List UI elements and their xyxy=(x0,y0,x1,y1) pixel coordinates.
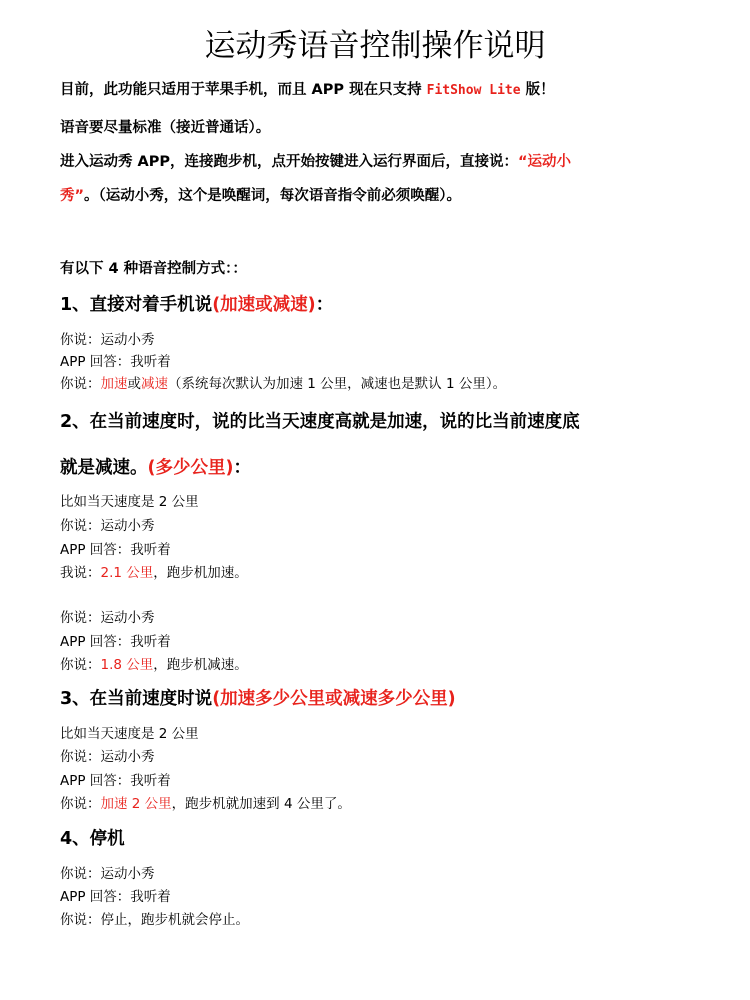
speed-up-2km-command: 加速 2 公里 xyxy=(100,796,172,812)
speed-up-command: 加速 xyxy=(100,376,128,392)
section-2-heading-highlight: (多少公里) xyxy=(147,458,234,478)
intro-line-1-text: 目前，此功能只适用于苹果手机，而且 APP 现在只支持 xyxy=(60,82,427,98)
app-name: FitShow Lite xyxy=(426,83,521,98)
section-4-line-1: 你说：运动小秀 xyxy=(60,866,155,882)
intro-line-2: 语音要尽量标准（接近普通话）。 xyxy=(60,120,271,136)
section-1-heading-text: 1、直接对着手机说 xyxy=(60,295,213,315)
intro-line-1-end: 版！ xyxy=(520,82,555,98)
section-1-line-3-or: 或 xyxy=(127,376,141,392)
speed-value-1-8: 1.8 公里 xyxy=(100,657,154,673)
section-3-line-4-result: ，跑步机就加速到 4 公里了。 xyxy=(171,796,351,812)
section-2-example-2-prefix: 你说： xyxy=(60,657,101,673)
section-4-line-2: APP 回答：我听着 xyxy=(60,889,171,905)
modes-intro: 有以下 4 种语音控制方式：： xyxy=(60,261,247,277)
section-1-line-2: APP 回答：我听着 xyxy=(60,354,171,370)
section-1-line-3 xyxy=(60,374,506,394)
section-2-example-2-line-2: APP 回答：我听着 xyxy=(60,634,171,650)
intro-line-3 xyxy=(60,151,571,173)
section-1-heading-highlight: (加速或减速) xyxy=(212,295,316,315)
section-2-example-1-line-4 xyxy=(60,563,248,583)
section-3-heading xyxy=(60,686,456,712)
section-3-line-2: 你说：运动小秀 xyxy=(60,749,155,765)
wake-word-end: 秀” xyxy=(60,188,85,204)
speed-value-2-1: 2.1 公里 xyxy=(100,565,154,581)
section-1-line-3-prefix: 你说： xyxy=(60,376,101,392)
section-2-example-2-result: ，跑步机减速。 xyxy=(153,657,248,673)
section-2-heading-text: 就是减速。 xyxy=(60,458,148,478)
section-2-example-1-line-3: APP 回答：我听着 xyxy=(60,542,171,558)
section-3-line-4 xyxy=(60,794,351,814)
section-3-line-4-prefix: 你说： xyxy=(60,796,101,812)
section-3-line-3: APP 回答：我听着 xyxy=(60,773,171,789)
section-2-example-1-result: ，跑步机加速。 xyxy=(153,565,248,581)
section-1-line-3-note: （系统每次默认为加速 1 公里，减速也是默认 1 公里）。 xyxy=(168,376,507,392)
section-2-heading-end: ： xyxy=(233,458,251,478)
section-3-heading-highlight: (加速多少公里或减速多少公里) xyxy=(212,689,456,709)
intro-line-4 xyxy=(60,185,461,207)
section-2-example-2-line-1: 你说：运动小秀 xyxy=(60,610,155,626)
intro-line-1 xyxy=(60,79,555,102)
section-2-example-1-line-2: 你说：运动小秀 xyxy=(60,518,155,534)
section-4-heading: 4、停机 xyxy=(60,829,125,849)
slow-down-command: 减速 xyxy=(141,376,168,392)
section-3-line-1: 比如当天速度是 2 公里 xyxy=(60,726,199,742)
section-1-line-1: 你说：运动小秀 xyxy=(60,332,155,348)
intro-line-3-text: 进入运动秀 APP，连接跑步机，点开始按键进入运行界面后，直接说： xyxy=(60,154,519,170)
page-title: 运动秀语音控制操作说明 xyxy=(204,28,546,64)
wake-word-start: “运动小 xyxy=(518,154,572,170)
section-2-example-2-line-3 xyxy=(60,655,248,675)
section-3-heading-text: 3、在当前速度时说 xyxy=(60,689,213,709)
intro-line-4-text: 。（运动小秀，这个是唤醒词，每次语音指令前必须唤醒）。 xyxy=(84,188,462,204)
section-1-heading xyxy=(60,292,333,318)
section-2-heading-line-1: 2、在当前速度时，说的比当天速度高就是加速，说的比当前速度底 xyxy=(60,412,580,432)
section-2-example-1-prefix: 我说： xyxy=(60,565,101,581)
section-1-heading-end: ： xyxy=(315,295,334,315)
section-2-example-1-line-1: 比如当天速度是 2 公里 xyxy=(60,494,199,510)
section-4-line-3: 你说：停止，跑步机就会停止。 xyxy=(60,912,249,928)
section-2-heading-line-2 xyxy=(60,455,251,481)
